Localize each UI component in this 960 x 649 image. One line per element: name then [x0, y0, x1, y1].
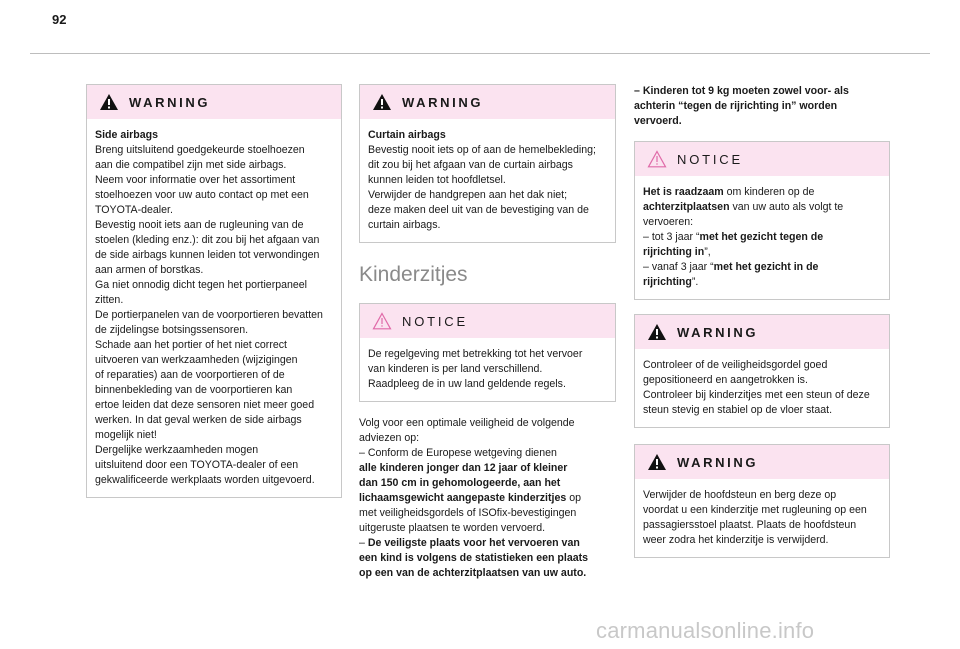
- text-line-mixed: [643, 245, 881, 260]
- plain-span: – tot 3 jaar “: [643, 231, 700, 243]
- notice-header: [360, 304, 615, 338]
- text-line: werken. In dat geval werken de side airbags: [95, 414, 302, 426]
- notice-triangle-icon: [647, 150, 667, 168]
- notice-title: NOTICE: [677, 151, 743, 167]
- warning-header: [87, 85, 341, 119]
- notice-body: [635, 176, 889, 299]
- text-line: aan die compatibel zijn met side airbags.: [95, 159, 287, 171]
- text-line: Controleer bij kinderzitjes met een steun of deze: [643, 389, 870, 401]
- text-line: uitvoeren van werkzaamheden (wijzigingen: [95, 354, 298, 366]
- text-line-mixed: [359, 491, 616, 506]
- text-line: Breng uitsluitend goedgekeurde stoelhoezen: [95, 144, 305, 156]
- text-line: – Kinderen tot 9 kg moeten zowel voor- als: [634, 85, 849, 97]
- text-line: of reparaties) aan de voorportieren of de: [95, 369, 285, 381]
- text-line-mixed: [643, 200, 881, 215]
- text-line: uitsluitend door een TOYOTA-dealer of een: [95, 459, 299, 471]
- text-line: Ga niet onnodig dicht tegen het portierpaneel: [95, 279, 308, 291]
- text-line: uitgeruste plaatsen te worden vervoerd.: [359, 522, 546, 534]
- text-line: Bevestig nooit iets aan de rugleuning van de: [95, 219, 304, 231]
- top-divider: [30, 53, 930, 54]
- warning-heading: Side airbags: [95, 129, 158, 141]
- warning-body: [635, 349, 889, 427]
- text-line-bold: een kind is volgens de statistieken een plaats: [359, 552, 589, 564]
- text-line: passagiersstoel plaatst. Plaats de hoofdsteun: [643, 519, 857, 531]
- notice-header: [635, 142, 889, 176]
- page-number: 92: [52, 12, 67, 27]
- bold-span: rijrichting: [643, 276, 692, 288]
- text-line: Schade aan het portier of het niet correct: [95, 339, 287, 351]
- bold-span: met het gezicht in de: [713, 261, 819, 273]
- warning-body: [87, 119, 341, 497]
- text-line: Volg voor een optimale veiligheid de volgende: [359, 417, 575, 429]
- text-line-mixed: [643, 275, 881, 290]
- warning-header: [635, 445, 889, 479]
- warning-triangle-icon: [647, 323, 667, 341]
- text-line: mogelijk niet!: [95, 429, 157, 441]
- text-line: de zijdelingse botsingssensoren.: [95, 324, 249, 336]
- text-line: stoelen (kleding enz.): dit zou bij het afgaan van: [95, 234, 320, 246]
- warning-title: WARNING: [677, 324, 759, 340]
- warning-box-seatbelt: [634, 314, 890, 428]
- plain-span: ”,: [704, 246, 711, 258]
- warning-header: [360, 85, 615, 119]
- dash-span: –: [359, 537, 368, 549]
- text-line: weer zodra het kinderzitje is verwijderd.: [643, 534, 829, 546]
- column-2: [359, 84, 616, 581]
- text-line: binnenbekleding van de voorportieren kan: [95, 384, 293, 396]
- text-line: voordat u een kinderzitje met rugleuning op een: [643, 504, 867, 516]
- text-line: steun stevig en stabiel op de vloer staat.: [643, 404, 833, 416]
- plain-span: van uw auto als volgt te: [729, 201, 844, 213]
- text-line: curtain airbags.: [368, 219, 441, 231]
- column-1: [86, 84, 342, 512]
- bold-span: De veiligste plaats voor het vervoeren van: [367, 537, 580, 549]
- warning-title: WARNING: [402, 94, 484, 110]
- text-line: met veiligheidsgordels of ISOfix-bevestigingen: [359, 507, 577, 519]
- text-line: zitten.: [95, 294, 124, 306]
- text-line: gepositioneerd en aangetrokken is.: [643, 374, 808, 386]
- text-line: dit zou bij het afgaan van de curtain airbags: [368, 159, 573, 171]
- text-line: de side airbags kunnen leiden tot verwondingen: [95, 249, 320, 261]
- bold-span: achterzitplaatsen: [643, 201, 730, 213]
- text-line: De regelgeving met betrekking tot het vervoer: [368, 348, 583, 360]
- text-line: Controleer of de veiligheidsgordel goed: [643, 359, 828, 371]
- warning-body: [635, 479, 889, 557]
- notice-title: NOTICE: [402, 313, 468, 329]
- text-line: De portierpanelen van de voorportieren bevatten: [95, 309, 323, 321]
- notice-body: [360, 338, 615, 401]
- bold-span: met het gezicht tegen de: [699, 231, 824, 243]
- text-line: stoelhoezen voor uw auto contact op met een: [95, 189, 309, 201]
- text-line: vervoerd.: [634, 115, 682, 127]
- plain-span: ”.: [691, 276, 699, 288]
- text-line-bold: alle kinderen jonger dan 12 jaar of kleiner: [359, 462, 568, 474]
- text-line: Neem voor informatie over het assortiment: [95, 174, 296, 186]
- warning-title: WARNING: [129, 94, 211, 110]
- text-line: aan armen of borstkas.: [95, 264, 204, 276]
- text-line: Verwijder de handgrepen aan het dak niet;: [368, 189, 568, 201]
- text-line-mixed: [643, 230, 881, 245]
- warning-heading: Curtain airbags: [368, 129, 446, 141]
- bold-span: lichaamsgewicht aangepaste kinderzitjes: [359, 492, 567, 504]
- bold-span: Het is raadzaam: [643, 186, 724, 198]
- text-line: achterin “tegen de rijrichting in” worden: [634, 100, 838, 112]
- text-line-bold: op een van de achterzitplaatsen van uw auto.: [359, 567, 587, 579]
- watermark: carmanualsonline.info: [596, 618, 815, 643]
- warning-body: [360, 119, 615, 242]
- notice-box-seating: [634, 141, 890, 300]
- body-text: [359, 416, 616, 581]
- text-line-bold: dan 150 cm in gehomologeerde, aan het: [359, 477, 561, 489]
- warning-triangle-icon: [99, 93, 119, 111]
- notice-triangle-icon: [372, 312, 392, 330]
- text-line: vervoeren:: [643, 216, 694, 228]
- warning-triangle-icon: [372, 93, 392, 111]
- text-line: van kinderen is per land verschillend.: [368, 363, 543, 375]
- warning-title: WARNING: [677, 454, 759, 470]
- text-line: ertoe leiden dat deze sensoren niet meer goed: [95, 399, 315, 411]
- text-line: gekwalificeerde werkplaats worden uitgevoerd.: [95, 474, 315, 486]
- text-line: – Conform de Europese wetgeving dienen: [359, 447, 557, 459]
- warning-box-curtain-airbags: [359, 84, 616, 243]
- text-line: TOYOTA-dealer.: [95, 204, 173, 216]
- warning-box-headrest: [634, 444, 890, 558]
- notice-box-regulations: [359, 303, 616, 402]
- text-line-mixed: [643, 185, 881, 200]
- text-line: Dergelijke werkzaamheden mogen: [95, 444, 259, 456]
- column-3: [634, 84, 890, 572]
- text-line-mixed: [359, 536, 616, 551]
- plain-span: op: [566, 492, 581, 504]
- text-line: Raadpleeg de in uw land geldende regels.: [368, 378, 566, 390]
- intro-text: [634, 84, 890, 129]
- text-line: Bevestig nooit iets op of aan de hemelbekleding;: [368, 144, 596, 156]
- bold-span: rijrichting in: [643, 246, 705, 258]
- plain-span: – vanaf 3 jaar “: [643, 261, 714, 273]
- warning-header: [635, 315, 889, 349]
- section-title: Kinderzitjes: [359, 263, 468, 286]
- plain-span: om kinderen op de: [723, 186, 815, 198]
- warning-triangle-icon: [647, 453, 667, 471]
- text-line: deze maken deel uit van de bevestiging van de: [368, 204, 589, 216]
- text-line: kunnen leiden tot hoofdletsel.: [368, 174, 506, 186]
- text-line-mixed: [643, 260, 881, 275]
- text-line: adviezen op:: [359, 432, 420, 444]
- warning-box-side-airbags: [86, 84, 342, 498]
- text-line: Verwijder de hoofdsteun en berg deze op: [643, 489, 837, 501]
